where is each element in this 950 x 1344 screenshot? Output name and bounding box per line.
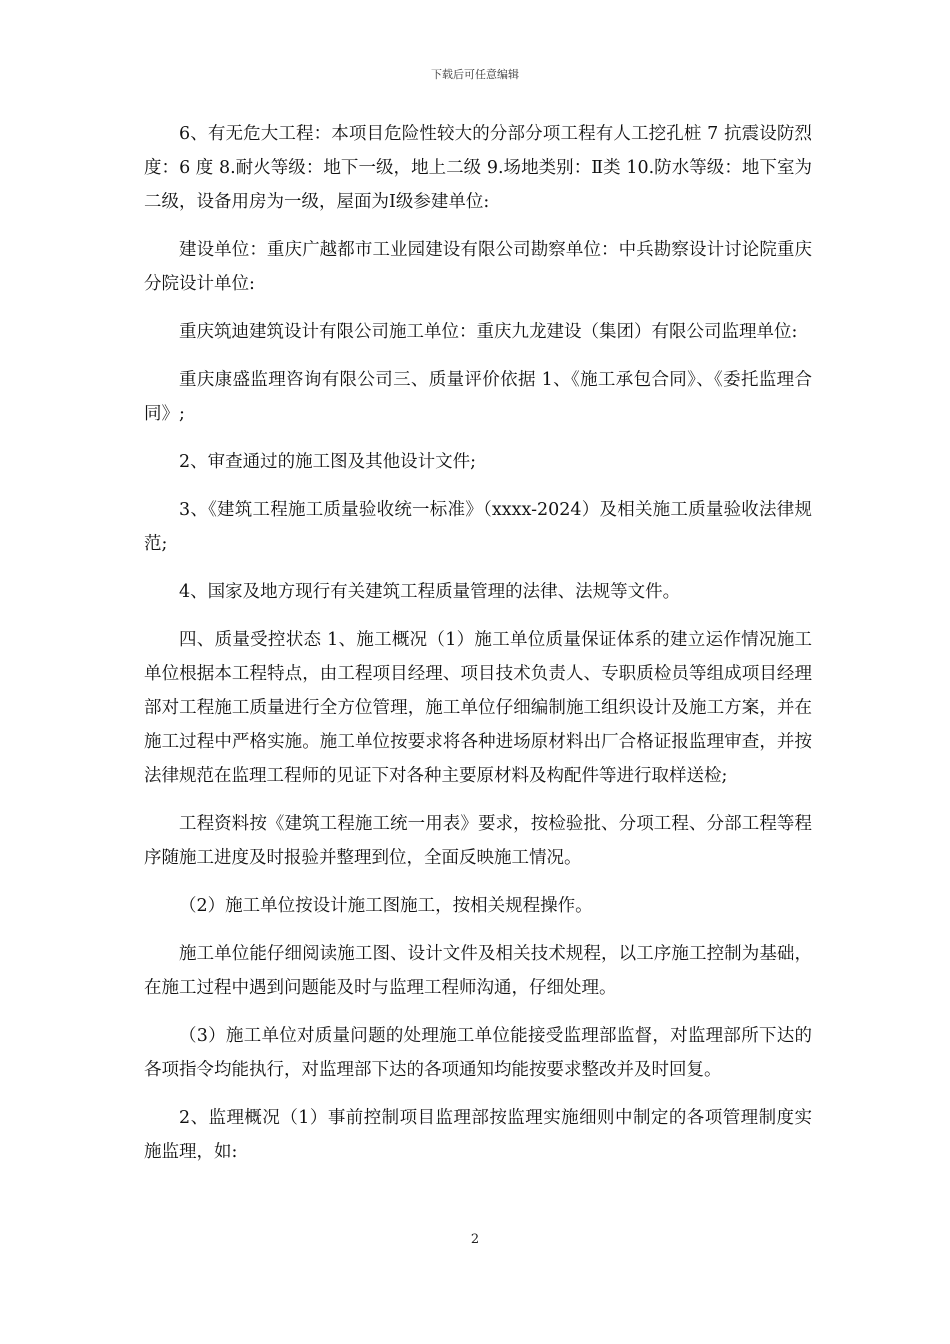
paragraph-design-drawing-construction: （2）施工单位按设计施工图施工，按相关规程操作。 xyxy=(179,896,593,916)
paragraph-design-unit: 重庆筑迪建筑设计有限公司施工单位：重庆九龙建设（集团）有限公司监理单位: xyxy=(179,322,798,342)
paragraph-acceptance-standard: 3、《建筑工程施工质量验收统一标准》（xxxx-2024）及相关施工质量验收法律规范; xyxy=(144,500,812,554)
page-header: 下载后可任意编辑 xyxy=(431,68,519,81)
paragraph-engineering-records: 工程资料按《建筑工程施工统一用表》要求，按检验批、分项工程、分部工程等程序随施工进度及时报验并整理到位，全面反映施工情况。 xyxy=(144,814,812,868)
page-number: 2 xyxy=(470,1232,480,1247)
document-body xyxy=(144,117,812,1183)
paragraph-national-regulations: 4、国家及地方现行有关建筑工程质量管理的法律、法规等文件。 xyxy=(179,582,681,602)
paragraph-reading-drawings: 施工单位能仔细阅读施工图、设计文件及相关技术规程，以工序施工控制为基础，在施工过程中遇到问题能及时与监理工程师沟通，仔细处理。 xyxy=(144,944,812,998)
paragraph-approved-drawings: 2、审查通过的施工图及其他设计文件; xyxy=(179,452,477,472)
paragraph-quality-control-status: 四、质量受控状态 1、施工概况（1）施工单位质量保证体系的建立运作情况施工单位根据本工程特点，由工程项目经理、项目技术负责人、专职质检员等组成项目经理部对工程施工质量进行全方位管理，施工单位仔细编制施工组织设计及施工方案，并在施工过程中严格实施。施工单位按要求将各种进场原材料出厂合格证报监理审查，并按法律规范在监理工程师的见证下对各种主要原材料及构配件等进行取样送检; xyxy=(144,630,812,786)
paragraph-hazard-project: 6、有无危大工程：本项目危险性较大的分部分项工程有人工挖孔桩 7 抗震设防烈度：6 度 8.耐火等级：地下一级，地上二级 9.场地类别：Ⅱ类 10.防水等级：地下室为二级，设备用房为一级，屋面为Ⅰ级参建单位: xyxy=(144,124,812,212)
paragraph-construction-unit: 建设单位：重庆广越都市工业园建设有限公司勘察单位：中兵勘察设计讨论院重庆分院设计单位: xyxy=(144,240,812,294)
paragraph-quality-issue-handling: （3）施工单位对质量问题的处理施工单位能接受监理部监督，对监理部所下达的各项指令均能执行，对监理部下达的各项通知均能按要求整改并及时回复。 xyxy=(144,1026,812,1080)
paragraph-supervision-unit: 重庆康盛监理咨询有限公司三、质量评价依据 1、《施工承包合同》、《委托监理合同》; xyxy=(144,370,812,424)
paragraph-supervision-overview: 2、监理概况（1）事前控制项目监理部按监理实施细则中制定的各项管理制度实施监理，如: xyxy=(144,1108,812,1162)
